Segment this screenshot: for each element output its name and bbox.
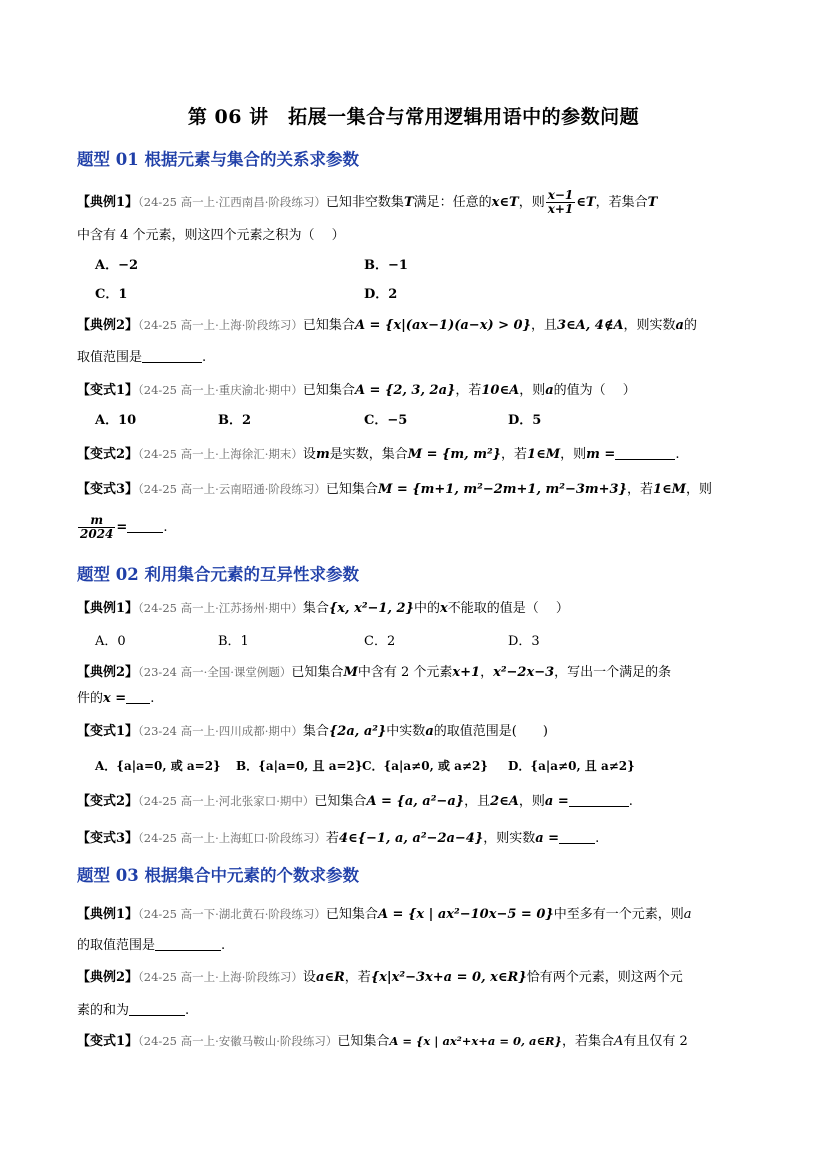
question-text: 集合 bbox=[302, 601, 329, 616]
answer-blank[interactable] bbox=[559, 829, 595, 844]
s1-q2-line2: 取值范围是 . bbox=[77, 350, 207, 365]
fraction-denominator: x+1 bbox=[547, 202, 574, 216]
answer-blank[interactable] bbox=[142, 348, 202, 363]
math-var: T bbox=[403, 195, 414, 210]
question-text: ，则 bbox=[560, 447, 587, 462]
option-a[interactable]: A．−2 bbox=[95, 258, 139, 273]
question-tag: 【典例2】 bbox=[77, 665, 139, 680]
math-expr: M = {m, m²} bbox=[407, 447, 502, 462]
question-tag: 【典例1】 bbox=[77, 195, 139, 210]
question-source: （23-24 高一上·四川成都·期中） bbox=[138, 724, 303, 738]
math-var: A bbox=[613, 1034, 624, 1049]
answer-blank[interactable] bbox=[127, 518, 163, 533]
option-d[interactable]: D．5 bbox=[508, 413, 542, 428]
math-expr: A = {x|(ax−1)(a−x) > 0} bbox=[354, 318, 531, 333]
page-title: 第 06 讲 拓展一集合与常用逻辑用语中的参数问题 bbox=[187, 106, 640, 128]
math-var: a bbox=[675, 318, 684, 333]
question-tag: 【变式1】 bbox=[77, 383, 139, 398]
s1-q2-line1 bbox=[77, 315, 697, 336]
question-text: 的取值范围是( ) bbox=[433, 724, 548, 739]
question-source: （24-25 高一上·安徽马鞍山·阶段练习） bbox=[138, 1034, 338, 1048]
question-text: 取值范围是 bbox=[77, 350, 143, 365]
math-var: m bbox=[315, 447, 330, 462]
question-source: （24-25 高一上·江苏扬州·期中） bbox=[138, 601, 303, 615]
math-var: a bbox=[683, 907, 692, 922]
question-text: ，若 bbox=[344, 970, 371, 985]
question-text: ， bbox=[480, 665, 494, 680]
s2-q2-line1 bbox=[77, 662, 671, 683]
question-text: 设 bbox=[302, 970, 316, 985]
math-expr: m = bbox=[586, 447, 616, 462]
math-expr: a∈R bbox=[315, 970, 345, 985]
question-text: 已知集合 bbox=[302, 383, 355, 398]
option-c[interactable]: C．2 bbox=[364, 634, 396, 649]
s3-q1-line1 bbox=[77, 904, 692, 925]
question-tag: 【变式3】 bbox=[77, 482, 139, 497]
question-text: 集合 bbox=[302, 724, 329, 739]
math-fraction bbox=[78, 514, 115, 541]
option-c[interactable]: C．1 bbox=[95, 287, 128, 302]
s3-q2-line2: 素的和为 . bbox=[77, 1003, 190, 1018]
fraction-numerator: m bbox=[78, 514, 115, 528]
question-text: ，若 bbox=[501, 447, 528, 462]
option-a[interactable]: A．10 bbox=[95, 413, 137, 428]
question-text: ，若集合 bbox=[595, 195, 648, 210]
option-d[interactable]: D．3 bbox=[508, 634, 540, 649]
question-tag: 【典例1】 bbox=[77, 601, 139, 616]
math-expr: a = bbox=[535, 831, 560, 846]
question-text: 中含有 2 个元素 bbox=[357, 665, 453, 680]
question-tag: 【典例2】 bbox=[77, 318, 139, 333]
math-expr: M = {m+1, m²−2m+1, m²−3m+3} bbox=[377, 482, 627, 497]
math-expr: 3∈A, 4∉A bbox=[556, 318, 624, 333]
s1-q1-line2: 中含有 4 个元素，则这四个元素之积为（ ） bbox=[77, 228, 345, 243]
math-expr: A = {x | ax²+x+a = 0, a∈R} bbox=[389, 1034, 562, 1048]
math-expr: 10∈A bbox=[481, 383, 520, 398]
question-tag: 【变式1】 bbox=[77, 724, 139, 739]
question-tag: 【变式2】 bbox=[77, 794, 139, 809]
question-text: 的取值范围是 bbox=[77, 938, 156, 953]
s1-q3-line1 bbox=[77, 380, 636, 401]
question-text: 有且仅有 2 bbox=[623, 1034, 688, 1049]
question-text: 中实数 bbox=[386, 724, 426, 739]
s1-q1-line1 bbox=[77, 189, 657, 216]
question-text: 满足：任意的 bbox=[413, 195, 492, 210]
s3-q1-line2: 的取值范围是 . bbox=[77, 938, 226, 953]
question-text: ，若 bbox=[626, 482, 653, 497]
question-text: ，则实数 bbox=[623, 318, 676, 333]
fraction-denominator: 2024 bbox=[80, 527, 114, 541]
option-c[interactable]: C．{a|a≠0, 或 a≠2} bbox=[362, 759, 489, 773]
option-c[interactable]: C．−5 bbox=[364, 413, 408, 428]
option-b[interactable]: B．−1 bbox=[364, 258, 408, 273]
question-text: ，则实数 bbox=[483, 831, 536, 846]
question-text: 的值为（ ） bbox=[553, 383, 636, 398]
question-text: ，则 bbox=[519, 383, 546, 398]
s2-q2-line2: 件的x = . bbox=[77, 691, 155, 706]
s3-q2-line1 bbox=[77, 967, 683, 988]
question-tag: 【典例2】 bbox=[77, 970, 139, 985]
question-text: 设 bbox=[302, 447, 316, 462]
math-expr: 1∈M bbox=[527, 447, 561, 462]
question-text: ，且 bbox=[530, 318, 557, 333]
fraction-numerator: x−1 bbox=[547, 188, 574, 202]
s1-q5-line2: $\frac{m}{2024}$ = . bbox=[80, 513, 168, 541]
question-source: （24-25 高一上·上海·阶段练习） bbox=[138, 970, 303, 984]
question-text: ，若集合 bbox=[561, 1034, 614, 1049]
question-text: 件的 bbox=[77, 691, 104, 706]
section-heading-3: 题型 03 根据集合中元素的个数求参数 bbox=[77, 866, 359, 885]
math-expr: A = {x | ax²−10x−5 = 0} bbox=[377, 907, 554, 922]
math-var: T bbox=[647, 195, 658, 210]
question-text: 中的 bbox=[413, 601, 440, 616]
question-tag: 【典例1】 bbox=[77, 907, 139, 922]
question-text: 已知集合 bbox=[314, 794, 367, 809]
question-source: （23-24 高一·全国·课堂例题） bbox=[138, 665, 292, 679]
question-source: （24-25 高一上·上海·阶段练习） bbox=[138, 318, 303, 332]
math-expr: x∈T bbox=[491, 195, 519, 210]
question-tag: 【变式2】 bbox=[77, 447, 139, 462]
math-expr: {2a, a²} bbox=[328, 724, 387, 739]
question-source: （24-25 高一上·上海徐汇·期末） bbox=[138, 447, 303, 461]
question-text: ，若 bbox=[455, 383, 482, 398]
question-tag: 【变式3】 bbox=[77, 831, 139, 846]
math-expr: A = {a, a²−a} bbox=[366, 794, 465, 809]
math-var: a bbox=[425, 724, 434, 739]
answer-blank[interactable] bbox=[126, 689, 150, 704]
question-source: （24-25 高一上·重庆渝北·期中） bbox=[138, 383, 303, 397]
section-heading-1: 题型 01 根据元素与集合的关系求参数 bbox=[77, 150, 359, 169]
option-b[interactable]: B．1 bbox=[218, 634, 249, 649]
option-d[interactable]: D．{a|a≠0, 且 a≠2} bbox=[508, 759, 635, 773]
s2-q1-line1 bbox=[77, 598, 569, 619]
math-expr: x²−2x−3 bbox=[493, 665, 555, 680]
math-expr: {x, x²−1, 2} bbox=[328, 601, 414, 616]
option-a[interactable]: A．0 bbox=[95, 634, 126, 649]
question-text: 已知集合 bbox=[325, 907, 378, 922]
math-expr: x = bbox=[103, 691, 127, 706]
math-expr: 4∈{−1, a, a²−2a−4} bbox=[338, 831, 484, 846]
option-b[interactable]: B．2 bbox=[218, 413, 252, 428]
math-expr: a = bbox=[544, 794, 569, 809]
question-text: ，则 bbox=[518, 794, 545, 809]
s2-q5-line1: 【变式3】（24-25 高一上·上海虹口·阶段练习）若4∈{−1, a, a²−2a−4}，则实数a = . bbox=[77, 831, 600, 846]
s1-q4-line1: 【变式2】（24-25 高一上·上海徐汇·期末）设m是实数，集合M = {m, m²}，若1∈M，则m = . bbox=[77, 447, 680, 462]
question-text: 是实数，集合 bbox=[329, 447, 408, 462]
math-expr: 2∈A bbox=[490, 794, 519, 809]
math-expr: ∈T bbox=[576, 195, 596, 210]
section-heading-2: 题型 02 利用集合元素的互异性求参数 bbox=[77, 565, 359, 584]
question-text: 已知集合 bbox=[302, 318, 355, 333]
question-text: ，写出一个满足的条 bbox=[554, 665, 672, 680]
question-text: 已知集合 bbox=[337, 1034, 390, 1049]
option-b[interactable]: B．{a|a=0, 且 a=2} bbox=[236, 759, 363, 773]
math-expr: x+1 bbox=[452, 665, 481, 680]
question-text: 已知非空数集 bbox=[325, 195, 404, 210]
math-expr: 1∈M bbox=[652, 482, 687, 497]
math-var: a bbox=[545, 383, 554, 398]
question-source: （24-25 高一上·河北张家口·期中） bbox=[138, 794, 315, 808]
answer-blank[interactable] bbox=[569, 792, 629, 807]
question-text: ，则 bbox=[518, 195, 545, 210]
question-text: 恰有两个元素，则这两个元 bbox=[526, 970, 683, 985]
question-source: （24-25 高一上·上海虹口·阶段练习） bbox=[138, 831, 326, 845]
math-expr: {x|x²−3x+a = 0, x∈R} bbox=[370, 970, 527, 985]
math-var: x bbox=[439, 601, 448, 616]
s3-q3-line1 bbox=[77, 1031, 688, 1052]
question-text: 的 bbox=[683, 318, 697, 333]
s2-q3-line1 bbox=[77, 721, 548, 742]
question-text: 不能取的值是（ ） bbox=[447, 601, 569, 616]
option-d[interactable]: D．2 bbox=[364, 287, 398, 302]
question-text: 素的和为 bbox=[77, 1003, 130, 1018]
s2-q4-line1: 【变式2】（24-25 高一上·河北张家口·期中）已知集合A = {a, a²−a}，且2∈A，则a = . bbox=[77, 794, 633, 809]
math-expr: A = {2, 3, 2a} bbox=[354, 383, 456, 398]
question-source: （24-25 高一上·江西南昌·阶段练习） bbox=[138, 195, 326, 209]
option-a[interactable]: A．{a|a=0, 或 a=2} bbox=[95, 759, 221, 773]
question-text: ，且 bbox=[464, 794, 491, 809]
question-tag: 【变式1】 bbox=[77, 1034, 139, 1049]
question-text: 中至多有一个元素，则 bbox=[553, 907, 684, 922]
math-var: M bbox=[343, 665, 358, 680]
question-text: 若 bbox=[325, 831, 339, 846]
answer-blank[interactable] bbox=[155, 936, 221, 951]
question-source: （24-25 高一上·云南昭通·阶段练习） bbox=[138, 482, 326, 496]
question-text: 已知集合 bbox=[291, 665, 344, 680]
answer-blank[interactable] bbox=[129, 1001, 185, 1016]
s1-q5-line1 bbox=[77, 479, 712, 500]
question-text: 已知集合 bbox=[325, 482, 378, 497]
answer-blank[interactable] bbox=[615, 445, 675, 460]
math-fraction bbox=[546, 189, 576, 216]
math-eq: = bbox=[116, 520, 128, 535]
question-source: （24-25 高一下·湖北黄石·阶段练习） bbox=[138, 907, 326, 921]
question-text: ，则 bbox=[686, 482, 713, 497]
